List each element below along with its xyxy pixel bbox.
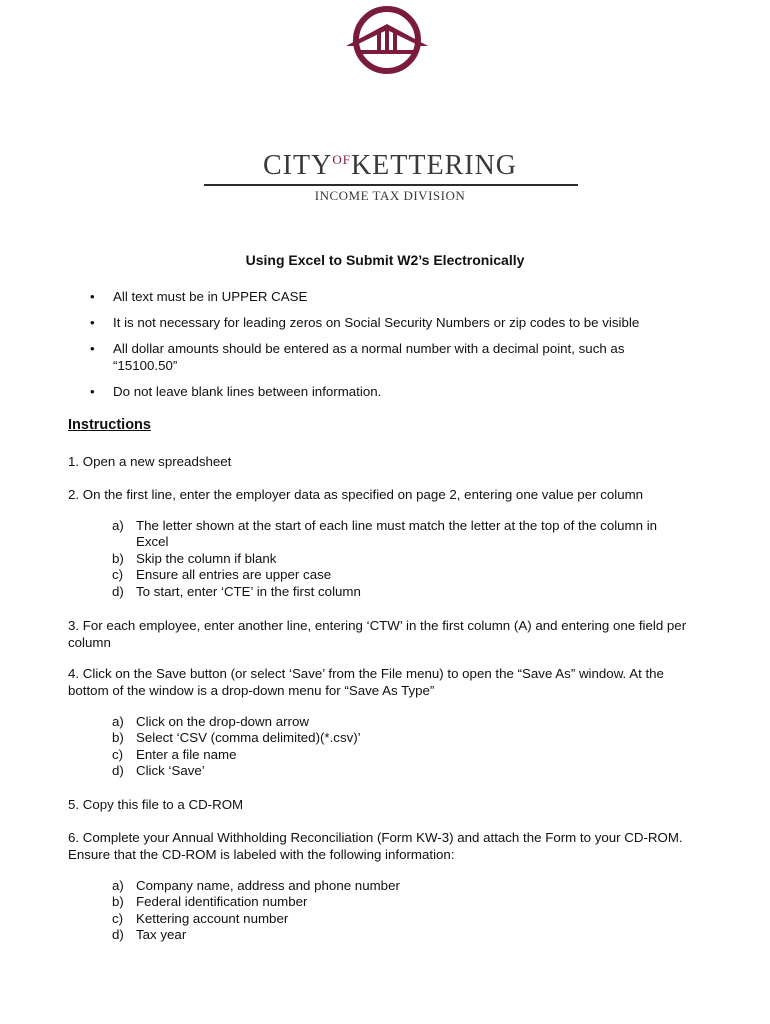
sublist-item: c) Kettering account number bbox=[112, 910, 289, 926]
step-2-sublist bbox=[112, 518, 692, 600]
sublist-item: c) Enter a file name bbox=[112, 746, 237, 762]
step-6: 6. Complete your Annual Withholding Reconciliation (Form KW-3) and attach the Form to your CD-ROM. Ensure that the CD-ROM is labeled with the following information: bbox=[68, 830, 683, 862]
rules-bullet-list bbox=[90, 288, 690, 409]
bullet-item: • All text must be in UPPER CASE bbox=[90, 289, 308, 304]
sublist-item: c) Ensure all entries are upper case bbox=[112, 567, 332, 583]
step-6-sublist bbox=[112, 878, 692, 944]
division-name: INCOME TAX DIVISION bbox=[314, 188, 466, 203]
step-1: 1. Open a new spreadsheet bbox=[68, 454, 232, 469]
wordmark-of: OF bbox=[332, 152, 351, 167]
city-wordmark bbox=[200, 150, 580, 182]
sublist-item: b) Skip the column if blank bbox=[112, 550, 277, 566]
step-3: 3. For each employee, enter another line, entering ‘CTW’ in the first column (A) and entering one field per column bbox=[68, 618, 687, 650]
bullet-item: • It is not necessary for leading zeros on Social Security Numbers or zip codes to be visible bbox=[90, 315, 640, 330]
wordmark-city: CITY bbox=[262, 150, 333, 181]
step-5: 5. Copy this file to a CD-ROM bbox=[68, 797, 244, 812]
sublist-item: b) Select ‘CSV (comma delimited)(*.csv)’ bbox=[112, 730, 361, 746]
wordmark-kettering: KETTERING bbox=[350, 150, 518, 181]
step-4: 4. Click on the Save button (or select ‘Save’ from the File menu) to open the “Save As” window. At the bottom of the window is a drop-down menu for “Save As Type” bbox=[68, 666, 664, 698]
city-emblem-logo bbox=[340, 4, 434, 76]
sublist-item: a) Company name, address and phone number bbox=[112, 878, 400, 893]
sublist-item: d) Click ‘Save’ bbox=[112, 763, 205, 779]
sublist-item: d) Tax year bbox=[112, 927, 187, 943]
sublist-item: d) To start, enter ‘CTE’ in the first column bbox=[112, 583, 361, 599]
instructions-heading: Instructions bbox=[68, 417, 151, 433]
step-2: 2. On the first line, enter the employer data as specified on page 2, entering one value per column bbox=[68, 487, 644, 502]
sublist-item: a) Click on the drop-down arrow bbox=[112, 714, 309, 729]
sublist-item: a) The letter shown at the start of each line must match the letter at the top of the column in Excel bbox=[112, 518, 658, 550]
step-4-sublist bbox=[112, 714, 692, 780]
bullet-item: • Do not leave blank lines between information. bbox=[90, 384, 382, 399]
header-divider bbox=[204, 184, 578, 186]
document-title: Using Excel to Submit W2’s Electronically bbox=[245, 252, 525, 268]
sublist-item: b) Federal identification number bbox=[112, 894, 308, 910]
bullet-item: • All dollar amounts should be entered as a normal number with a decimal point, such as “15100.50” bbox=[90, 341, 625, 373]
